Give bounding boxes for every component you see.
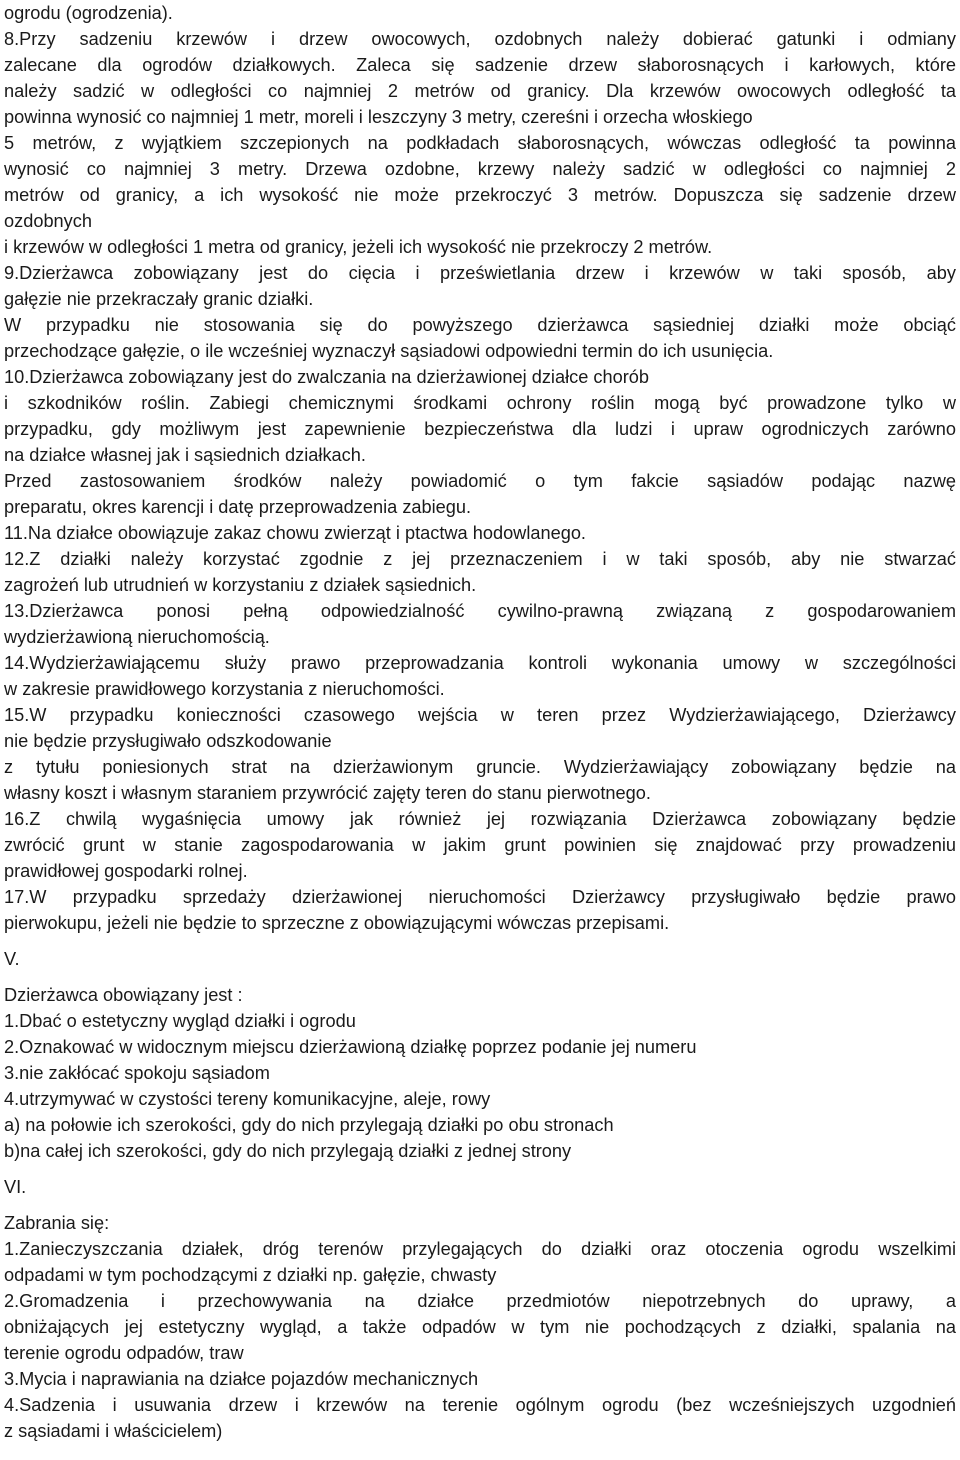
text-line: i krzewów w odległości 1 metra od granicy, jeżeli ich wysokość nie przekroczy 2 metrów. xyxy=(4,237,713,257)
text-line: wynosić co najmniej 3 metry. Drzewa ozdobne, krzewy należy sadzić w odległości co najmniej 2 xyxy=(4,159,956,179)
text-line: 9.Dzierżawca zobowiązany jest do cięcia i prześwietlania drzew i krzewów w taki sposób, aby xyxy=(4,263,956,283)
text-line: W przypadku nie stosowania się do powyższego dzierżawca sąsiedniej działki może obciąć xyxy=(4,315,956,335)
text-line: prawidłowej gospodarki rolnej. xyxy=(4,861,248,881)
text-line: należy sadzić w odległości co najmniej 2 metrów od granicy. Dla krzewów owocowych odległość ta xyxy=(4,81,956,101)
text-line: 5 metrów, z wyjątkiem szczepionych na podkładach słaborosnących, wówczas odległość ta powinna xyxy=(4,133,956,153)
text-line: wydzierżawioną nieruchomością. xyxy=(4,627,270,647)
text-line: z tytułu poniesionych strat na dzierżawionym gruncie. Wydzierżawiający zobowiązany będzie na xyxy=(4,757,956,777)
text-line: przechodzące gałęzie, o ile wcześniej wyznaczył sąsiadowi odpowiedni termin do ich usunięcia. xyxy=(4,341,774,361)
text-line: 8.Przy sadzeniu krzewów i drzew owocowych, ozdobnych należy dobierać gatunki i odmiany xyxy=(4,29,956,49)
paragraph-spacer xyxy=(4,972,956,982)
text-line: gałęzie nie przekraczały granic działki. xyxy=(4,289,314,309)
text-line: przypadku, gdy możliwym jest zapewnienie bezpieczeństwa dla ludzi i upraw ogrodniczych zarówno xyxy=(4,419,956,439)
text-line: 1.Dbać o estetyczny wygląd działki i ogrodu xyxy=(4,1011,356,1031)
text-line: pierwokupu, jeżeli nie będzie to sprzeczne z obowiązującymi wówczas przepisami. xyxy=(4,913,670,933)
text-line: Przed zastosowaniem środków należy powiadomić o tym fakcie sąsiadów podając nazwę xyxy=(4,471,956,491)
text-line: VI. xyxy=(4,1177,27,1197)
text-line: 2.Gromadzenia i przechowywania na działce przedmiotów niepotrzebnych do uprawy, a xyxy=(4,1291,956,1311)
text-line: 17.W przypadku sprzedaży dzierżawionej nieruchomości Dzierżawcy przysługiwało będzie prawo xyxy=(4,887,956,907)
text-line: i szkodników roślin. Zabiegi chemicznymi środkami ochrony roślin mogą być prowadzone tylko w xyxy=(4,393,956,413)
text-line: terenie ogrodu odpadów, traw xyxy=(4,1343,244,1363)
text-line: obniżających jej estetyczny wygląd, a także odpadów w tym nie pochodzących z działki, spalania na xyxy=(4,1317,956,1337)
text-line: a) na połowie ich szerokości, gdy do nich przylegają działki po obu stronach xyxy=(4,1115,614,1135)
text-line: 12.Z działki należy korzystać zgodnie z jej przeznaczeniem i w taki sposób, aby nie stwarzać xyxy=(4,549,956,569)
text-line: własny koszt i własnym staraniem przywrócić zajęty teren do stanu pierwotnego. xyxy=(4,783,651,803)
text-line: 4.Sadzenia i usuwania drzew i krzewów na terenie ogólnym ogrodu (bez wcześniejszych uzgodnień xyxy=(4,1395,956,1415)
text-line: 3.Mycia i naprawiania na działce pojazdów mechanicznych xyxy=(4,1369,479,1389)
text-line: Zabrania się: xyxy=(4,1213,110,1233)
text-line: na działce własnej jak i sąsiednich działkach. xyxy=(4,445,366,465)
text-line: 3.nie zakłócać spokoju sąsiadom xyxy=(4,1063,270,1083)
text-line: 2.Oznakować w widocznym miejscu dzierżawioną działkę poprzez podanie jej numeru xyxy=(4,1037,697,1057)
text-line: nie będzie przysługiwało odszkodowanie xyxy=(4,731,332,751)
text-line: zagrożeń lub utrudnień w korzystaniu z działek sąsiednich. xyxy=(4,575,477,595)
text-line: 10.Dzierżawca zobowiązany jest do zwalczania na dzierżawionej działce chorób xyxy=(4,367,649,387)
text-line: preparatu, okres karencji i datę przeprowadzenia zabiegu. xyxy=(4,497,472,517)
text-line: 15.W przypadku konieczności czasowego wejścia w teren przez Wydzierżawiającego, Dzierżawcy xyxy=(4,705,956,725)
text-line: zwrócić grunt w stanie zagospodarowania w jakim grunt powinien się znajdować przy prowadzeniu xyxy=(4,835,956,855)
text-line: powinna wynosić co najmniej 1 metr, moreli i leszczyny 3 metry, czereśni i orzecha włoskiego xyxy=(4,107,753,127)
text-line: metrów od granicy, a ich wysokość nie może przekroczyć 3 metrów. Dopuszcza się sadzenie drzew xyxy=(4,185,956,205)
text-line: w zakresie prawidłowego korzystania z nieruchomości. xyxy=(4,679,445,699)
paragraph-spacer xyxy=(4,936,956,946)
text-line: ozdobnych xyxy=(4,211,92,231)
text-line: odpadami w tym pochodzącymi z działki np. gałęzie, chwasty xyxy=(4,1265,497,1285)
text-line: Dzierżawca obowiązany jest : xyxy=(4,985,243,1005)
text-line: 16.Z chwilą wygaśnięcia umowy jak również jej rozwiązania Dzierżawca zobowiązany będzie xyxy=(4,809,956,829)
text-line: ogrodu (ogrodzenia). xyxy=(4,3,173,23)
text-line: 11.Na działce obowiązuje zakaz chowu zwierząt i ptactwa hodowlanego. xyxy=(4,523,586,543)
paragraph-spacer xyxy=(4,1200,956,1210)
text-line: 13.Dzierżawca ponosi pełną odpowiedzialność cywilno-prawną związaną z gospodarowaniem xyxy=(4,601,956,621)
text-line: 1.Zanieczyszczania działek, dróg terenów przylegających do działki oraz otoczenia ogrodu wszelkimi xyxy=(4,1239,956,1259)
text-line: 14.Wydzierżawiającemu służy prawo przeprowadzania kontroli wykonania umowy w szczególności xyxy=(4,653,956,673)
paragraph-spacer xyxy=(4,1164,956,1174)
text-line: 4.utrzymywać w czystości tereny komunikacyjne, aleje, rowy xyxy=(4,1089,491,1109)
text-line: zalecane dla ogrodów działkowych. Zaleca się sadzenie drzew słaborosnących i karłowych, które xyxy=(4,55,956,75)
text-line: V. xyxy=(4,949,20,969)
text-line: z sąsiadami i właścicielem) xyxy=(4,1421,223,1441)
text-line: b)na całej ich szerokości, gdy do nich przylegają działki z jednej strony xyxy=(4,1141,572,1161)
